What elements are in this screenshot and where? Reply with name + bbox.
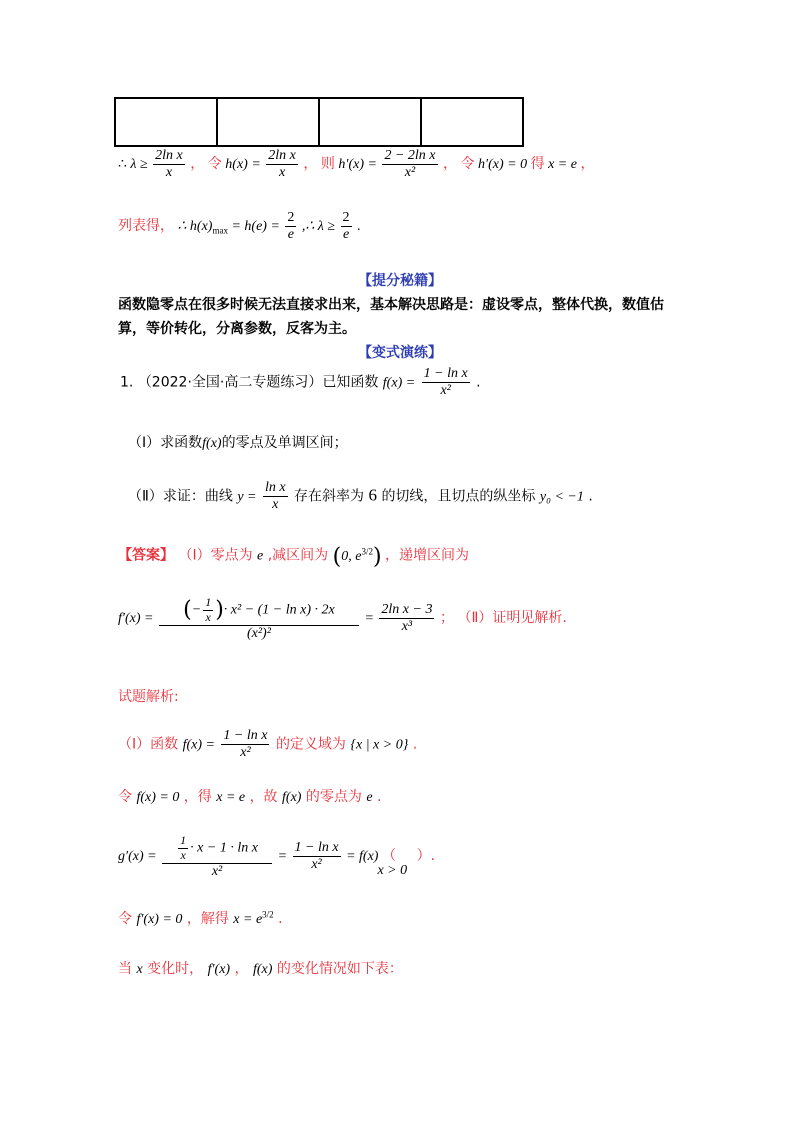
table-cell [421,98,523,146]
fraction: $\frac{\text{1 − ln x}}{\text{x²}}$ [223,728,268,761]
answer-label: 【答案】 [118,547,174,564]
tip-body-line-1: 函数隐零点在很多时候无法直接求出来，基本解决思路是：虚设零点，整体代换，数值估 [118,297,664,313]
fraction: $\frac{\text{1 − ln x}}{\text{x²}}$ [423,366,468,399]
fraction: $\frac{1}{x}$ · x − 1 · ln x x² [162,834,272,880]
domain-condition: x > 0 [377,863,408,879]
answer-line: 【答案】 （Ⅰ）零点为 e ,减区间为 (0, $e^{3/2}$) ，递增区间为 [118,544,470,569]
variation-intro-line: 当 x 变化时， f′(x) ， f(x) 的变化情况如下表： [118,961,403,977]
analysis-zero-line: 令 f(x) = 0 ，得 x = e ，故 f(x) 的零点为 e . [118,789,382,805]
tip-title: 【提分秘籍】 [358,273,442,289]
h-derivative: h′(x) = [338,156,377,172]
lambda-inequality: λ ≥ [130,156,148,172]
table-result-line: 列表得， ∴ $h(x)_{max} = h(e)$ = $\frac{2}{e}$ ,∴ λ ≥ $\frac{2}{e}$ . [118,210,361,243]
analysis-title: 试题解析: [118,689,179,705]
table-cell [115,98,217,146]
fraction: $\frac{\text{2ln x − 3}}{\text{x³}}$ [381,602,433,635]
analysis-part-1: （Ⅰ）函数 f(x) = $\frac{\text{1 − ln x}}{\text{x²}}$ 的定义域为 {x | x > 0} . [118,728,418,761]
question-number: 1. [120,374,134,391]
tip-body-line-2: 算，等价转化，分离参数，反客为主。 [118,321,356,337]
question-1: 1. （2022·全国·高二专题练习）已知函数 f(x) = $\frac{\text{1 − ln x}}{\text{x²}}$ . [120,366,481,399]
lambda-derivation-line: ∴ λ ≥ $\frac{\text{2ln x}}{x}$ ， 令 h(x) = $\frac{\text{2ln x}}{x}$ ， 则 h′(x) = $\frac{\text{2 − 2ln x}}{\text{x²}}$ ， 令 h′(x) = 0 得 x = e ， [118,148,595,181]
fraction: $\frac{\text{2 − 2ln x}}{\text{x²}}$ [384,148,436,181]
variation-table [114,97,524,147]
table-cell [319,98,421,146]
solution-x-e: x = e [548,156,577,172]
fraction: $\frac{\text{1 − ln x}}{\text{x²}}$ [294,840,339,873]
h-derivative-zero: h′(x) = 0 [478,156,528,172]
fraction: $\frac{\text{2ln x}}{x}$ [268,148,296,181]
derivative-formula: f′(x) = (− $\frac{1}{x}$ )· x² − (1 − ln x) · 2x (x²)² = $\frac{\text{2ln x − 3}}{\text{x³}}$ ； （Ⅱ）证明见解析. [118,595,567,641]
fraction: $\frac{2}{e}$ [342,210,350,243]
table-cell [217,98,319,146]
fraction: (− $\frac{1}{x}$ )· x² − (1 − ln x) · 2x (x²)² [159,596,359,642]
g-derivative-formula: g′(x) = $\frac{1}{x}$ · x − 1 · ln x x² = $\frac{\text{1 − ln x}}{\text{x²}}$ = f(x) （ x > 0 ）. [118,833,436,879]
question-source: （2022·全国·高二专题练习）已知函数 [137,374,379,391]
therefore-symbol: ∴ [118,156,127,172]
practice-title: 【变式演练】 [358,345,442,361]
question-part-2: （Ⅱ）求证：曲线 y = $\frac{\text{ln x}}{x}$ 存在斜率为 6 的切线，且切点的纵坐标 y₀ < −1 . [128,480,593,513]
decreasing-interval: (0, $e^{3/2}$) [332,544,382,569]
fraction: $\frac{\text{2ln x}}{x}$ [155,148,183,181]
fraction: $\frac{2}{e}$ [287,210,295,243]
h-function: h(x) = [225,156,261,172]
question-part-1: （Ⅰ）求函数f(x)的零点及单调区间； [128,435,348,451]
fraction: $\frac{\text{ln x}}{x}$ [264,480,286,513]
critical-point-line: 令 f′(x) = 0 ，解得 $x = e^{3/2}$ . [118,909,283,927]
